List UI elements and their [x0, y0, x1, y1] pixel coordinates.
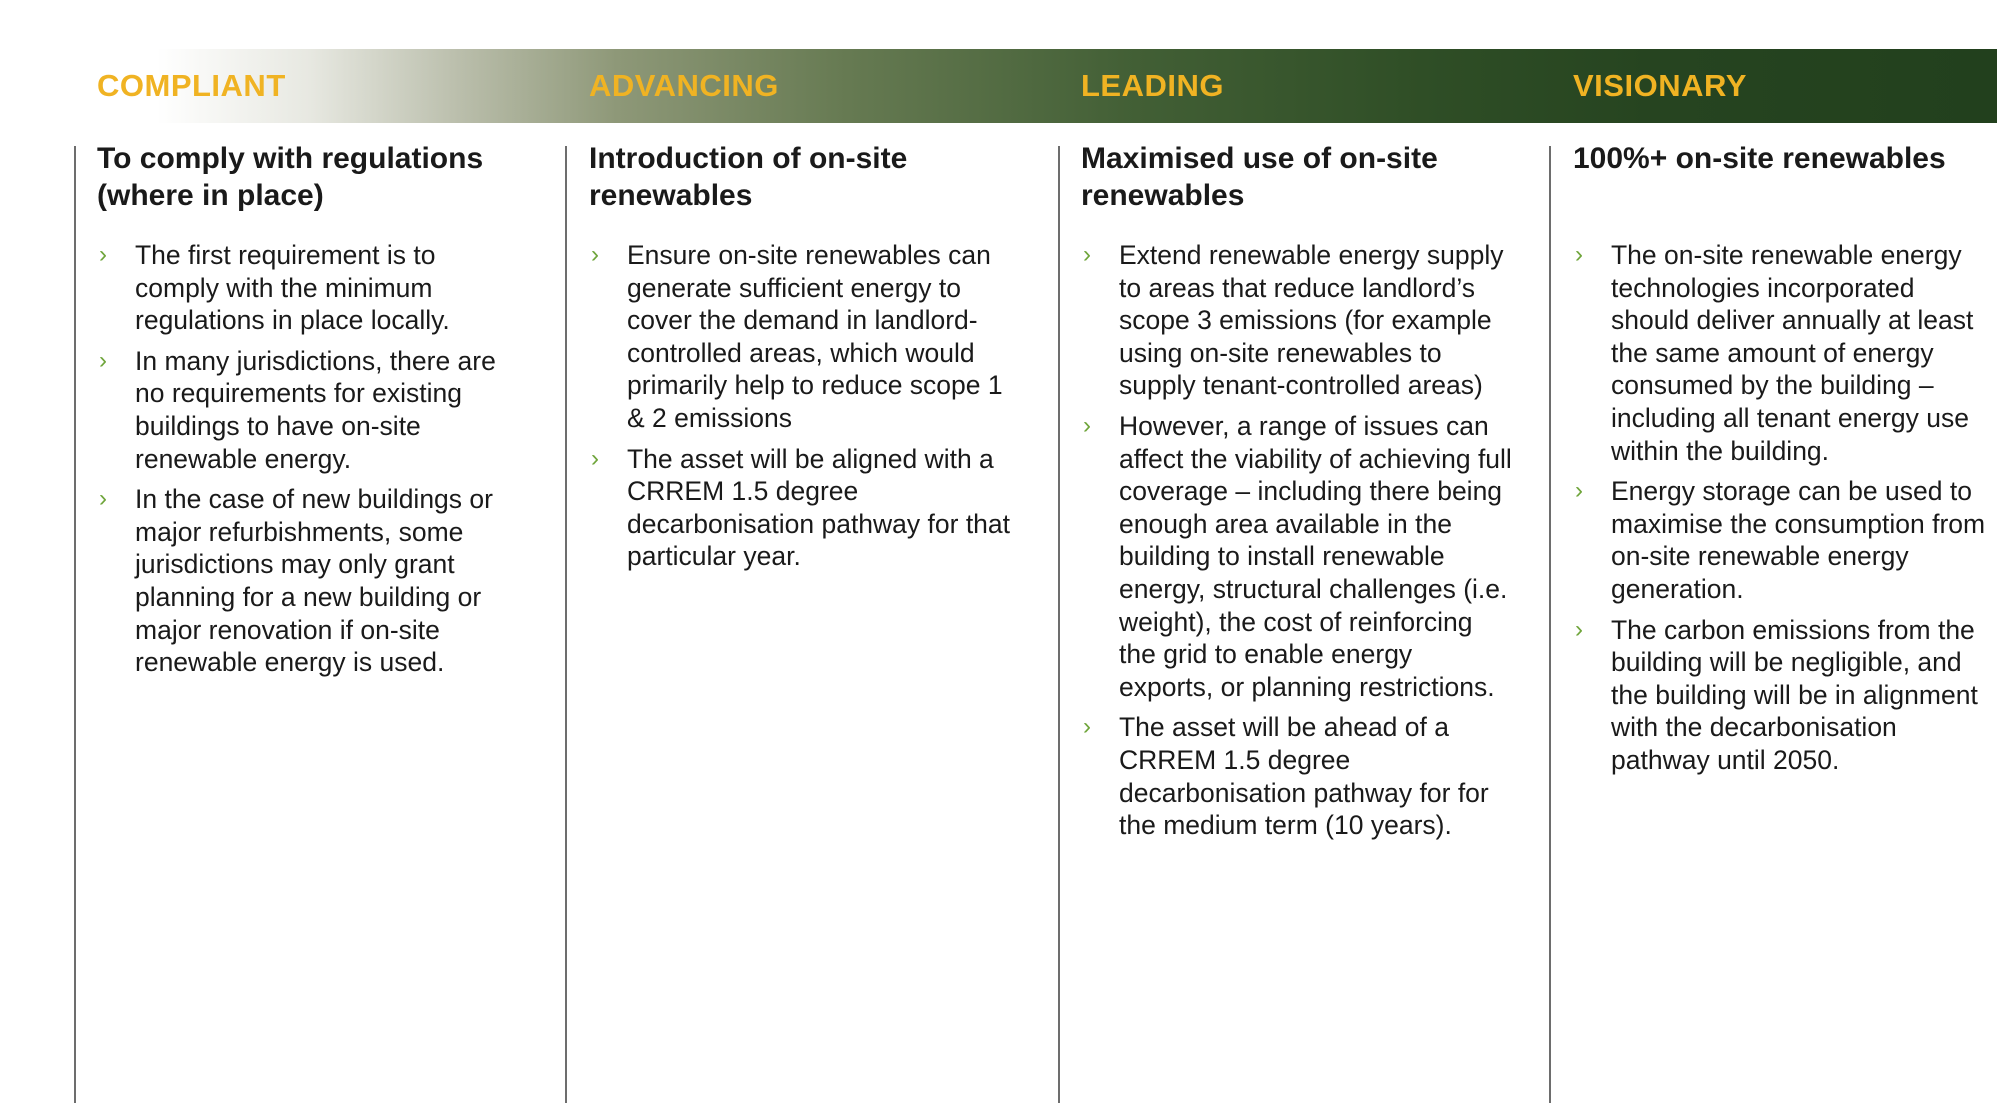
tier-label-visionary: VISIONARY: [1573, 68, 1747, 103]
chevron-right-icon: ›: [591, 241, 599, 268]
column-visionary: [1573, 140, 1995, 785]
bullet-item: [1081, 711, 1513, 841]
bullet-text: The carbon emissions from the building will be negligible, and the building will be in alignment with the decarbonisation pathway until 2050.: [1611, 614, 1978, 775]
bullet-item: [589, 239, 1021, 435]
chevron-right-icon: ›: [1083, 713, 1091, 741]
bullet-text: In the case of new buildings or major refurbishments, some jurisdictions may only grant planning for a new building or major renovation if on-site renewable energy is used.: [135, 484, 493, 678]
bullet-list: [589, 239, 1021, 573]
chevron-right-icon: ›: [99, 485, 107, 513]
bullet-list: [1081, 239, 1513, 842]
column-title: To comply with regulations (where in place): [97, 142, 484, 212]
column-title: Introduction of on-site renewables: [589, 142, 908, 212]
bullet-item: [1081, 410, 1513, 703]
column-divider: [565, 146, 567, 1103]
chevron-right-icon: ›: [99, 241, 107, 268]
bullet-text: The asset will be ahead of a CRREM 1.5 degree decarbonisation pathway for for the medium term (10 years).: [1119, 712, 1489, 841]
tier-label-advancing: ADVANCING: [589, 68, 779, 103]
column-title: Maximised use of on-site renewables: [1081, 142, 1438, 212]
bullet-text: The asset will be aligned with a CRREM 1.5 degree decarbonisation pathway for that particular year.: [627, 443, 1011, 572]
column-title: 100%+ on-site renewables: [1573, 142, 1946, 175]
bullet-text: The first requirement is to comply with the minimum regulations in place locally.: [135, 240, 450, 336]
bullet-text: The on-site renewable energy technologies incorporated should deliver annually at least the same amount of energy consumed by the building – including all tenant energy use within the building.: [1611, 240, 1974, 466]
column-compliant: [97, 140, 517, 687]
bullet-item: [1081, 239, 1513, 402]
chevron-right-icon: ›: [591, 444, 599, 472]
column-divider: [74, 146, 76, 1103]
bullet-item: [1573, 239, 1995, 467]
chevron-right-icon: ›: [1575, 241, 1583, 268]
bullet-item: [97, 345, 517, 475]
bullet-item: [589, 443, 1021, 573]
chevron-right-icon: ›: [1083, 411, 1091, 439]
bullet-item: [97, 239, 517, 337]
chevron-right-icon: ›: [99, 346, 107, 374]
column-divider: [1549, 146, 1551, 1103]
chevron-right-icon: ›: [1083, 241, 1091, 268]
column-advancing: [589, 140, 1021, 581]
tier-label-leading: LEADING: [1081, 68, 1224, 103]
bullet-text: However, a range of issues can affect the viability of achieving full coverage – including there being enough area available in the building to install renewable energy, structural challenges (i.e. weight), the cost of reinforcing the grid to enable energy exports, or planning restrictions.: [1119, 410, 1512, 702]
bullet-text: Ensure on-site renewables can generate sufficient energy to cover the demand in landlord-controlled areas, which would primarily help to reduce scope 1 & 2 emissions: [627, 240, 1003, 433]
chevron-right-icon: ›: [1575, 615, 1583, 643]
bullet-text: Energy storage can be used to maximise the consumption from on-site renewable energy generation.: [1611, 476, 1986, 604]
tier-label-compliant: COMPLIANT: [97, 68, 286, 103]
bullet-item: [1573, 614, 1995, 777]
bullet-text: Extend renewable energy supply to areas that reduce landlord’s scope 3 emissions (for example using on-site renewables to supply tenant-controlled areas): [1119, 240, 1504, 401]
bullet-list: [1573, 239, 1995, 777]
bullet-list: [97, 239, 517, 679]
bullet-item: [1573, 475, 1995, 605]
column-leading: [1081, 140, 1513, 850]
column-divider: [1058, 146, 1060, 1103]
bullet-item: [97, 483, 517, 679]
bullet-text: In many jurisdictions, there are no requirements for existing buildings to have on-site renewable energy.: [135, 345, 496, 474]
chevron-right-icon: ›: [1575, 477, 1583, 505]
